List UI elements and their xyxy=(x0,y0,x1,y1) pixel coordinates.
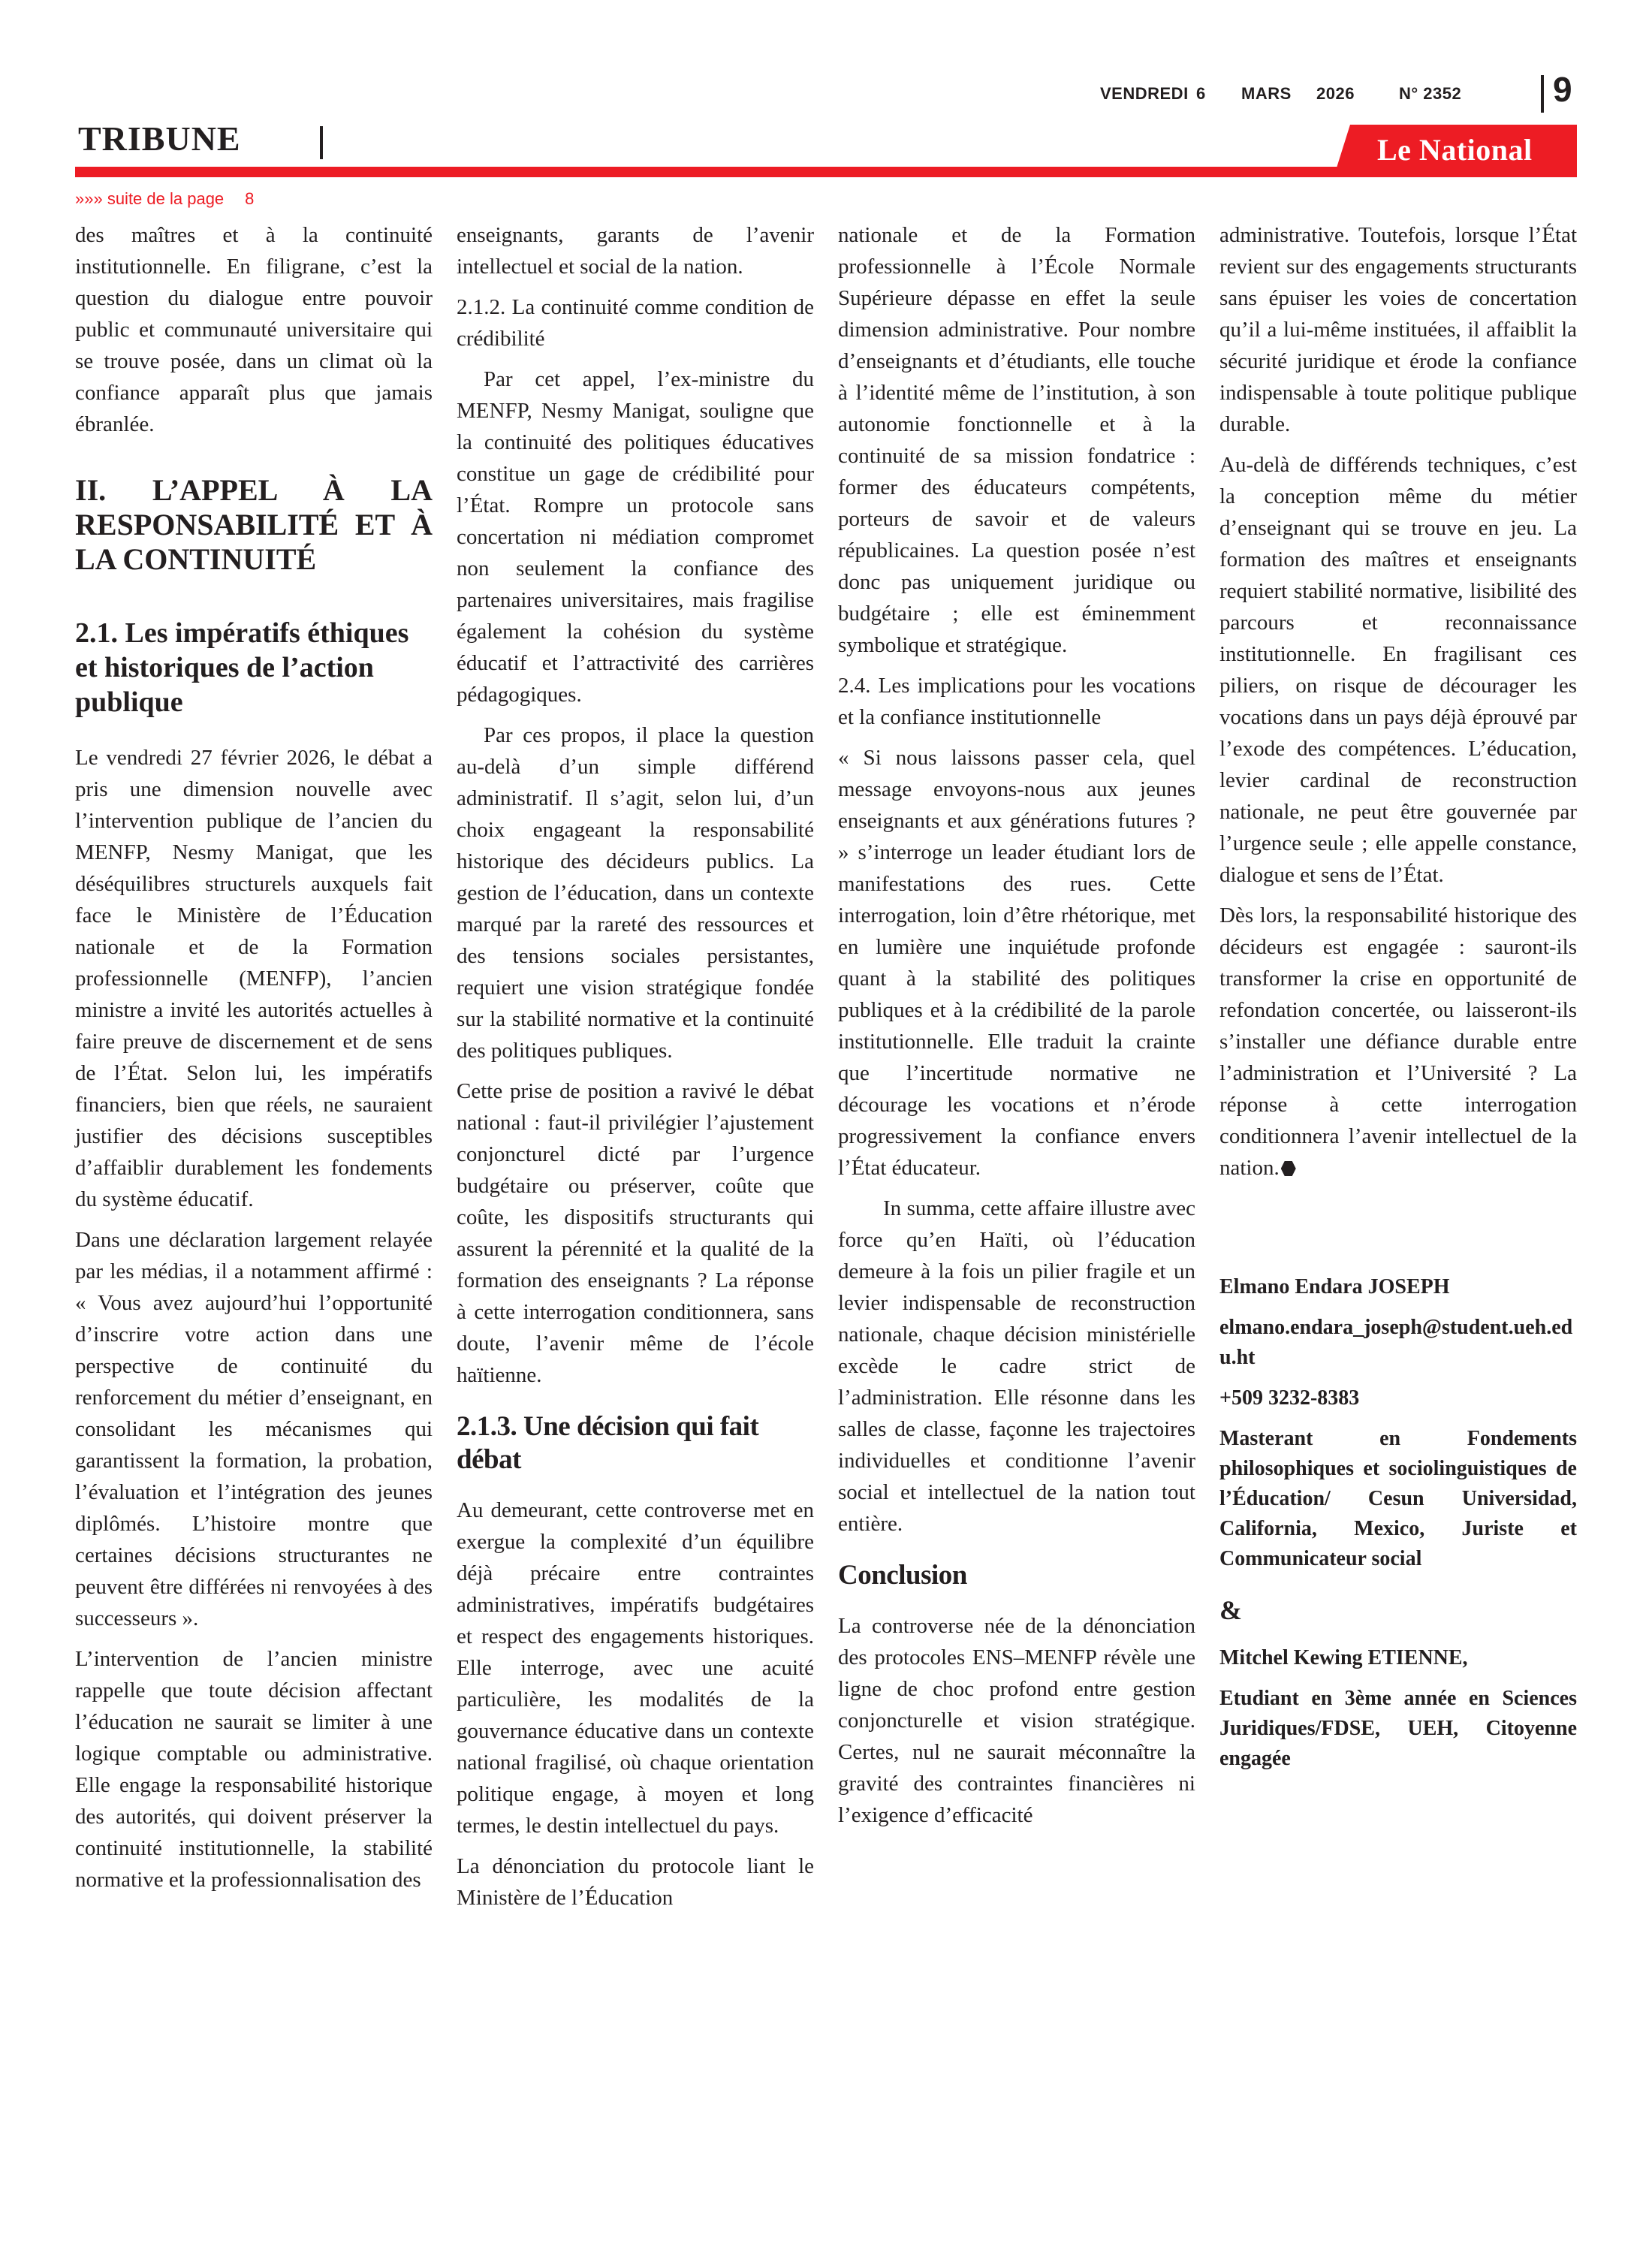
author-separator: & xyxy=(1219,1595,1242,1625)
paragraph: des maîtres et à la continuité institutionnelle. En filigrane, c’est la question du dialogue entre pouvoir public et communauté universitaire qui se trouve posée, dans un climat où la confiance apparaît plus que jamais ébranlée. xyxy=(75,223,433,436)
paragraph: Au-delà de différends techniques, c’est la conception même du métier d’enseignant qui se trouve en jeu. La formation des maîtres et enseignants requiert stabilité normative, lisibilité des parcours et reconnaissance institutionnelle. En fragilisant ces piliers, on risque de décourager les vocations dans un pays déjà éprouvé par l’exode des compétences. L’éducation, levier cardinal de reconstruction nationale, ne peut être gouvernée par l’urgence seule ; elle appelle constance, dialogue et sens de l’État. xyxy=(1219,453,1577,887)
paragraph: nationale et de la Formation professionnelle à l’École Normale Supérieure dépasse en effet la seule dimension administrative. Pour nombre d’enseignants et d’étudiants, elle touche à l’identité même de l’institution, à son autonomie fonctionnelle et à la continuité de sa mission fondatrice : former des éducateurs compétents, porteurs de savoir et de valeurs républicaines. La question posée n’est donc pas uniquement juridique ou budgétaire ; elle est éminemment symbolique et stratégique. xyxy=(838,223,1195,657)
paragraph: administrative. Toutefois, lorsque l’État revient sur des engagements structurants sans épuiser les voies de concertation qu’il a lui-même instituées, il affaiblit la sécurité juridique et érode la confiance indispensable à toute politique publique durable. xyxy=(1219,223,1577,436)
subsection-heading: 2.1.3. Une décision qui fait débat xyxy=(457,1411,759,1475)
paragraph: In summa, cette affaire illustre avec force qu’en Haïti, où l’éducation demeure à la fois un pilier fragile et un levier indispensable de reconstruction nationale, chaque décision ministérielle excède le cadre strict de l’administration. Elle résonne dans les salles de classe, façonne les trajectoires individuelles et conditionne l’avenir social et intellectuel de la nation tout entière. xyxy=(838,1196,1195,1536)
continued-label: »»» suite de la page xyxy=(75,189,225,208)
author-1-bio: Masterant en Fondements philosophiques et sociolinguistiques de l’Éducation/ Cesun Universidad, California, Mexico, Juriste et Communicateur social xyxy=(1219,1427,1577,1570)
article-column-2 xyxy=(457,219,814,1923)
author-byline xyxy=(1219,1272,1577,1774)
paragraph: La dénonciation du protocole liant le Ministère de l’Éducation xyxy=(457,1854,814,1910)
date-year: 2026 xyxy=(1316,84,1355,103)
author-2-name: Mitchel Kewing ETIENNE, xyxy=(1219,1646,1468,1669)
page-number-divider xyxy=(1541,75,1544,113)
subsection-heading: 2.4. Les implications pour les vocations et la confiance institutionnelle xyxy=(838,674,1195,729)
date-day-name: VENDREDI xyxy=(1100,84,1189,103)
paragraph: Au demeurant, cette controverse met en exergue la complexité d’un équilibre déjà précaire entre contraintes administratives, impératifs budgétaires et respect des engagements historiques. Elle interroge, avec une acuité particulière, les modalités de la gouvernance éducative dans un contexte national fragilisé, où chaque orientation politique engage, à moyen et long termes, le destin intellectuel du pays. xyxy=(457,1498,814,1838)
paragraph: La controverse née de la dénonciation des protocoles ENS–MENFP révèle une ligne de choc profond entre gestion conjoncturelle et vision stratégique. Certes, nul ne saurait méconnaître la gravité des contraintes financières ni l’exigence d’efficacité xyxy=(838,1614,1195,1827)
continued-from xyxy=(75,189,254,209)
paragraph: « Si nous laissons passer cela, quel message envoyons-nous aux jeunes enseignants et aux générations futures ? » s’interroge un leader étudiant lors de manifestations des rues. Cette interrogation, loin d’être rhétorique, met en lumière une inquiétude profonde quant à la stabilité des politiques publiques et à la crédibilité de la parole institutionnelle. Elle traduit la crainte que l’incertitude normative ne décourage les vocations et n’érode progressivement la confiance envers l’État éducateur. xyxy=(838,746,1195,1180)
continued-page: 8 xyxy=(245,189,255,208)
paragraph-text: Dès lors, la responsabilité historique des décideurs est engagée : sauront-ils transformer la crise en opportunité de refondation concertée, ou laisseront-ils s’installer une défiance durable entre l’administration et l’Université ? La réponse à cette interrogation conditionnera l’avenir intellectuel de la nation. xyxy=(1219,903,1577,1180)
paragraph: Le vendredi 27 février 2026, le débat a pris une dimension nouvelle avec l’intervention publique de l’ancien du MENFP, Nesmy Manigat, que les déséquilibres structurels auxquels fait face le Ministère de l’Éducation nationale et de la Formation professionnelle (MENFP), l’ancien ministre a invité les autorités actuelles à faire preuve de discernement et de sens de l’État. Selon lui, les impératifs financiers, bien que réels, ne sauraient justifier des décisions susceptibles d’affaiblir durablement les fondements du système éducatif. xyxy=(75,746,433,1211)
subsection-heading: 2.1. Les impératifs éthiques et historiques de l’action publique xyxy=(75,617,409,718)
issue-number: N° 2352 xyxy=(1399,84,1462,103)
paragraph: enseignants, garants de l’avenir intellectuel et social de la nation. xyxy=(457,223,814,279)
final-paragraph xyxy=(1219,900,1577,1184)
paragraph: Dans une déclaration largement relayée par les médias, il a notamment affirmé : « Vous avez aujourd’hui l’opportunité d’inscrire votre action dans une perspective de continuité du renforcement du métier d’enseignant, en consolidant les mécanismes qui garantissent la formation, la probation, l’évaluation et l’intégration des jeunes diplômés. L’histoire montre que certaines décisions structurantes ne peuvent être différées ni renvoyées à des successeurs ». xyxy=(75,1228,433,1630)
conclusion-heading: Conclusion xyxy=(838,1560,967,1591)
paragraph: Cette prise de position a ravivé le débat national : faut-il privilégier l’ajustement conjoncturel dicté par l’urgence budgétaire ou préserver, coûte que coûte, les dispositifs structurants qui assurent la pérennité et la qualité de la formation des enseignants ? La réponse à cette interrogation conditionnera, sans doute, l’avenir même de l’école haïtienne. xyxy=(457,1079,814,1387)
section-heading: II. L’APPEL À LA RESPONSABILITÉ ET À LA CONTINUITÉ xyxy=(75,473,433,576)
paragraph: Par ces propos, il place la question au-delà d’un simple différend administratif. Il s’agit, selon lui, d’un choix engageant la responsabilité historique des décideurs publics. La gestion de l’éducation, dans un contexte marqué par la rareté des ressources et des tensions sociales persistantes, requiert une vision stratégique fondée sur la stabilité normative et la continuité des politiques publiques. xyxy=(457,723,814,1063)
paragraph: L’intervention de l’ancien ministre rappelle que toute décision affectant l’éducation ne saurait se limiter à une logique comptable ou administrative. Elle engage la responsabilité historique des autorités, qui doivent préserver la continuité institutionnelle, la stabilité normative et la professionnalisation des xyxy=(75,1647,433,1892)
author-1-name: Elmano Endara JOSEPH xyxy=(1219,1275,1450,1298)
author-1-email[interactable]: elmano.endara_joseph@student.ueh.edu.ht xyxy=(1219,1316,1573,1369)
date-month: MARS xyxy=(1241,84,1292,103)
article-column-1 xyxy=(75,219,433,1905)
author-1-phone: +509 3232-8383 xyxy=(1219,1386,1360,1410)
brand-logo: Le National xyxy=(1377,133,1533,167)
article-column-4 xyxy=(1219,219,1577,1784)
end-of-article-icon xyxy=(1281,1161,1296,1176)
date-day: 6 xyxy=(1196,84,1206,103)
page-number: 9 xyxy=(1553,70,1572,109)
dateline xyxy=(1100,84,1489,104)
section-divider xyxy=(320,126,323,159)
author-2-bio: Etudiant en 3ème année en Sciences Juridiques/FDSE, UEH, Citoyenne engagée xyxy=(1219,1687,1577,1770)
section-title: TRIBUNE xyxy=(78,119,241,158)
article-column-3 xyxy=(838,219,1195,1840)
subsection-heading: 2.1.2. La continuité comme condition de crédibilité xyxy=(457,295,814,351)
paragraph: Par cet appel, l’ex-ministre du MENFP, Nesmy Manigat, souligne que la continuité des politiques éducatives constitue un gage de crédibilité pour l’État. Rompre un protocole sans concertation ni médiation compromet non seulement la confiance des partenaires universitaires, mais fragilise également la cohésion du système éducatif et l’attractivité des carrières pédagogiques. xyxy=(457,367,814,707)
